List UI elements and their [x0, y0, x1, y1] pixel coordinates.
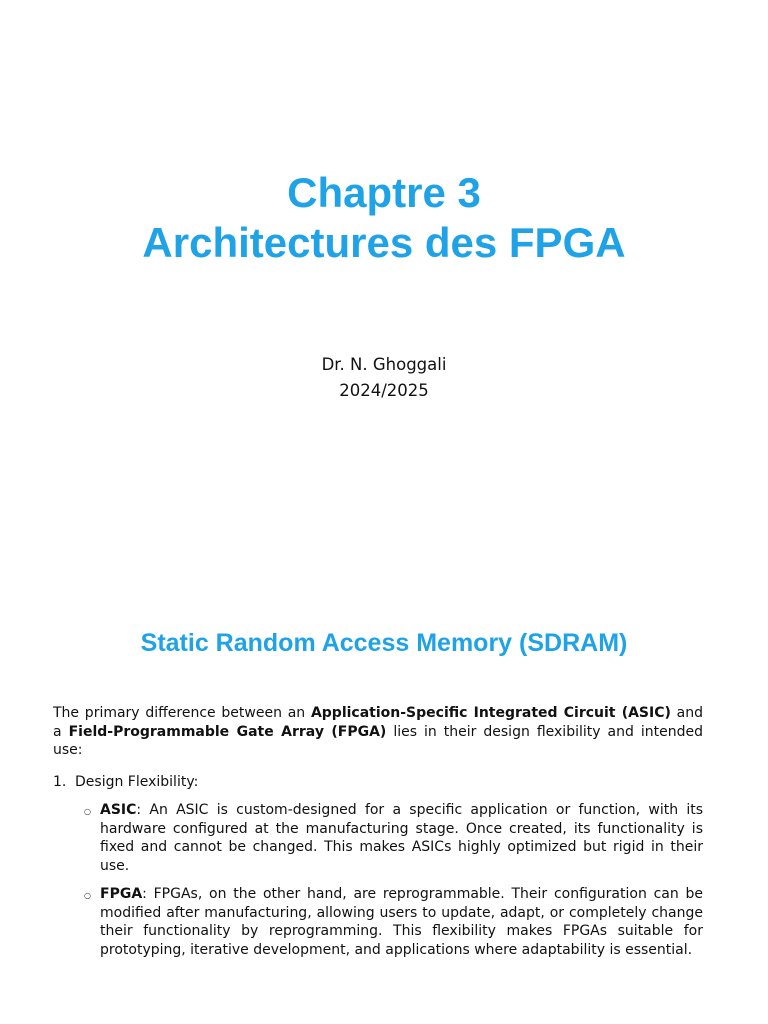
- list-item-term: ASIC: [100, 802, 137, 818]
- list-heading: [53, 773, 703, 792]
- intro-part2: and a: [53, 705, 703, 740]
- section-body: [53, 704, 703, 969]
- section-title: Static Random Access Memory (SDRAM): [140, 629, 628, 657]
- fpga-term: Field-Programmable Gate Array (FPGA): [68, 723, 387, 740]
- author-block: [0, 352, 768, 404]
- author-name: Dr. N. Ghoggali: [321, 355, 447, 374]
- list-item-asic: [53, 801, 703, 875]
- intro-part1: The primary difference between an: [53, 705, 311, 721]
- list-item-text: : An ASIC is custom-designed for a specific application or function, with its hardware configured at the manufacturing stage. Once created, its functionality is fixed and cannot be changed. This makes ASICs highly optimized but rigid in their use.: [100, 802, 703, 874]
- academic-year: 2024/2025: [339, 381, 429, 400]
- chapter-title-line1: Chaptre 3: [287, 169, 481, 216]
- list-item-text: : FPGAs, on the other hand, are reprogrammable. Their configuration can be modified after manufacturing, allowing users to update, adapt, or completely change their functionality by reprogramming. This flexibility makes FPGAs suitable for prototyping, iterative development, and applications where adaptability is essential.: [100, 886, 703, 958]
- list-heading-text: Design Flexibility:: [75, 773, 199, 790]
- list-number: 1.: [53, 773, 67, 790]
- chapter-title: [0, 168, 768, 268]
- asic-term: Application-Specific Integrated Circuit (ASIC): [310, 705, 671, 721]
- list-item-term: FPGA: [100, 886, 143, 902]
- chapter-title-line2: Architectures des FPGA: [142, 219, 626, 266]
- circle-bullet-icon: ○: [84, 807, 91, 816]
- intro-paragraph: [53, 704, 703, 760]
- list-item-fpga: [53, 885, 703, 959]
- sub-list: [53, 801, 703, 959]
- circle-bullet-icon: ○: [84, 891, 91, 900]
- intro-part3: lies in their design flexibility and intended use:: [53, 723, 703, 758]
